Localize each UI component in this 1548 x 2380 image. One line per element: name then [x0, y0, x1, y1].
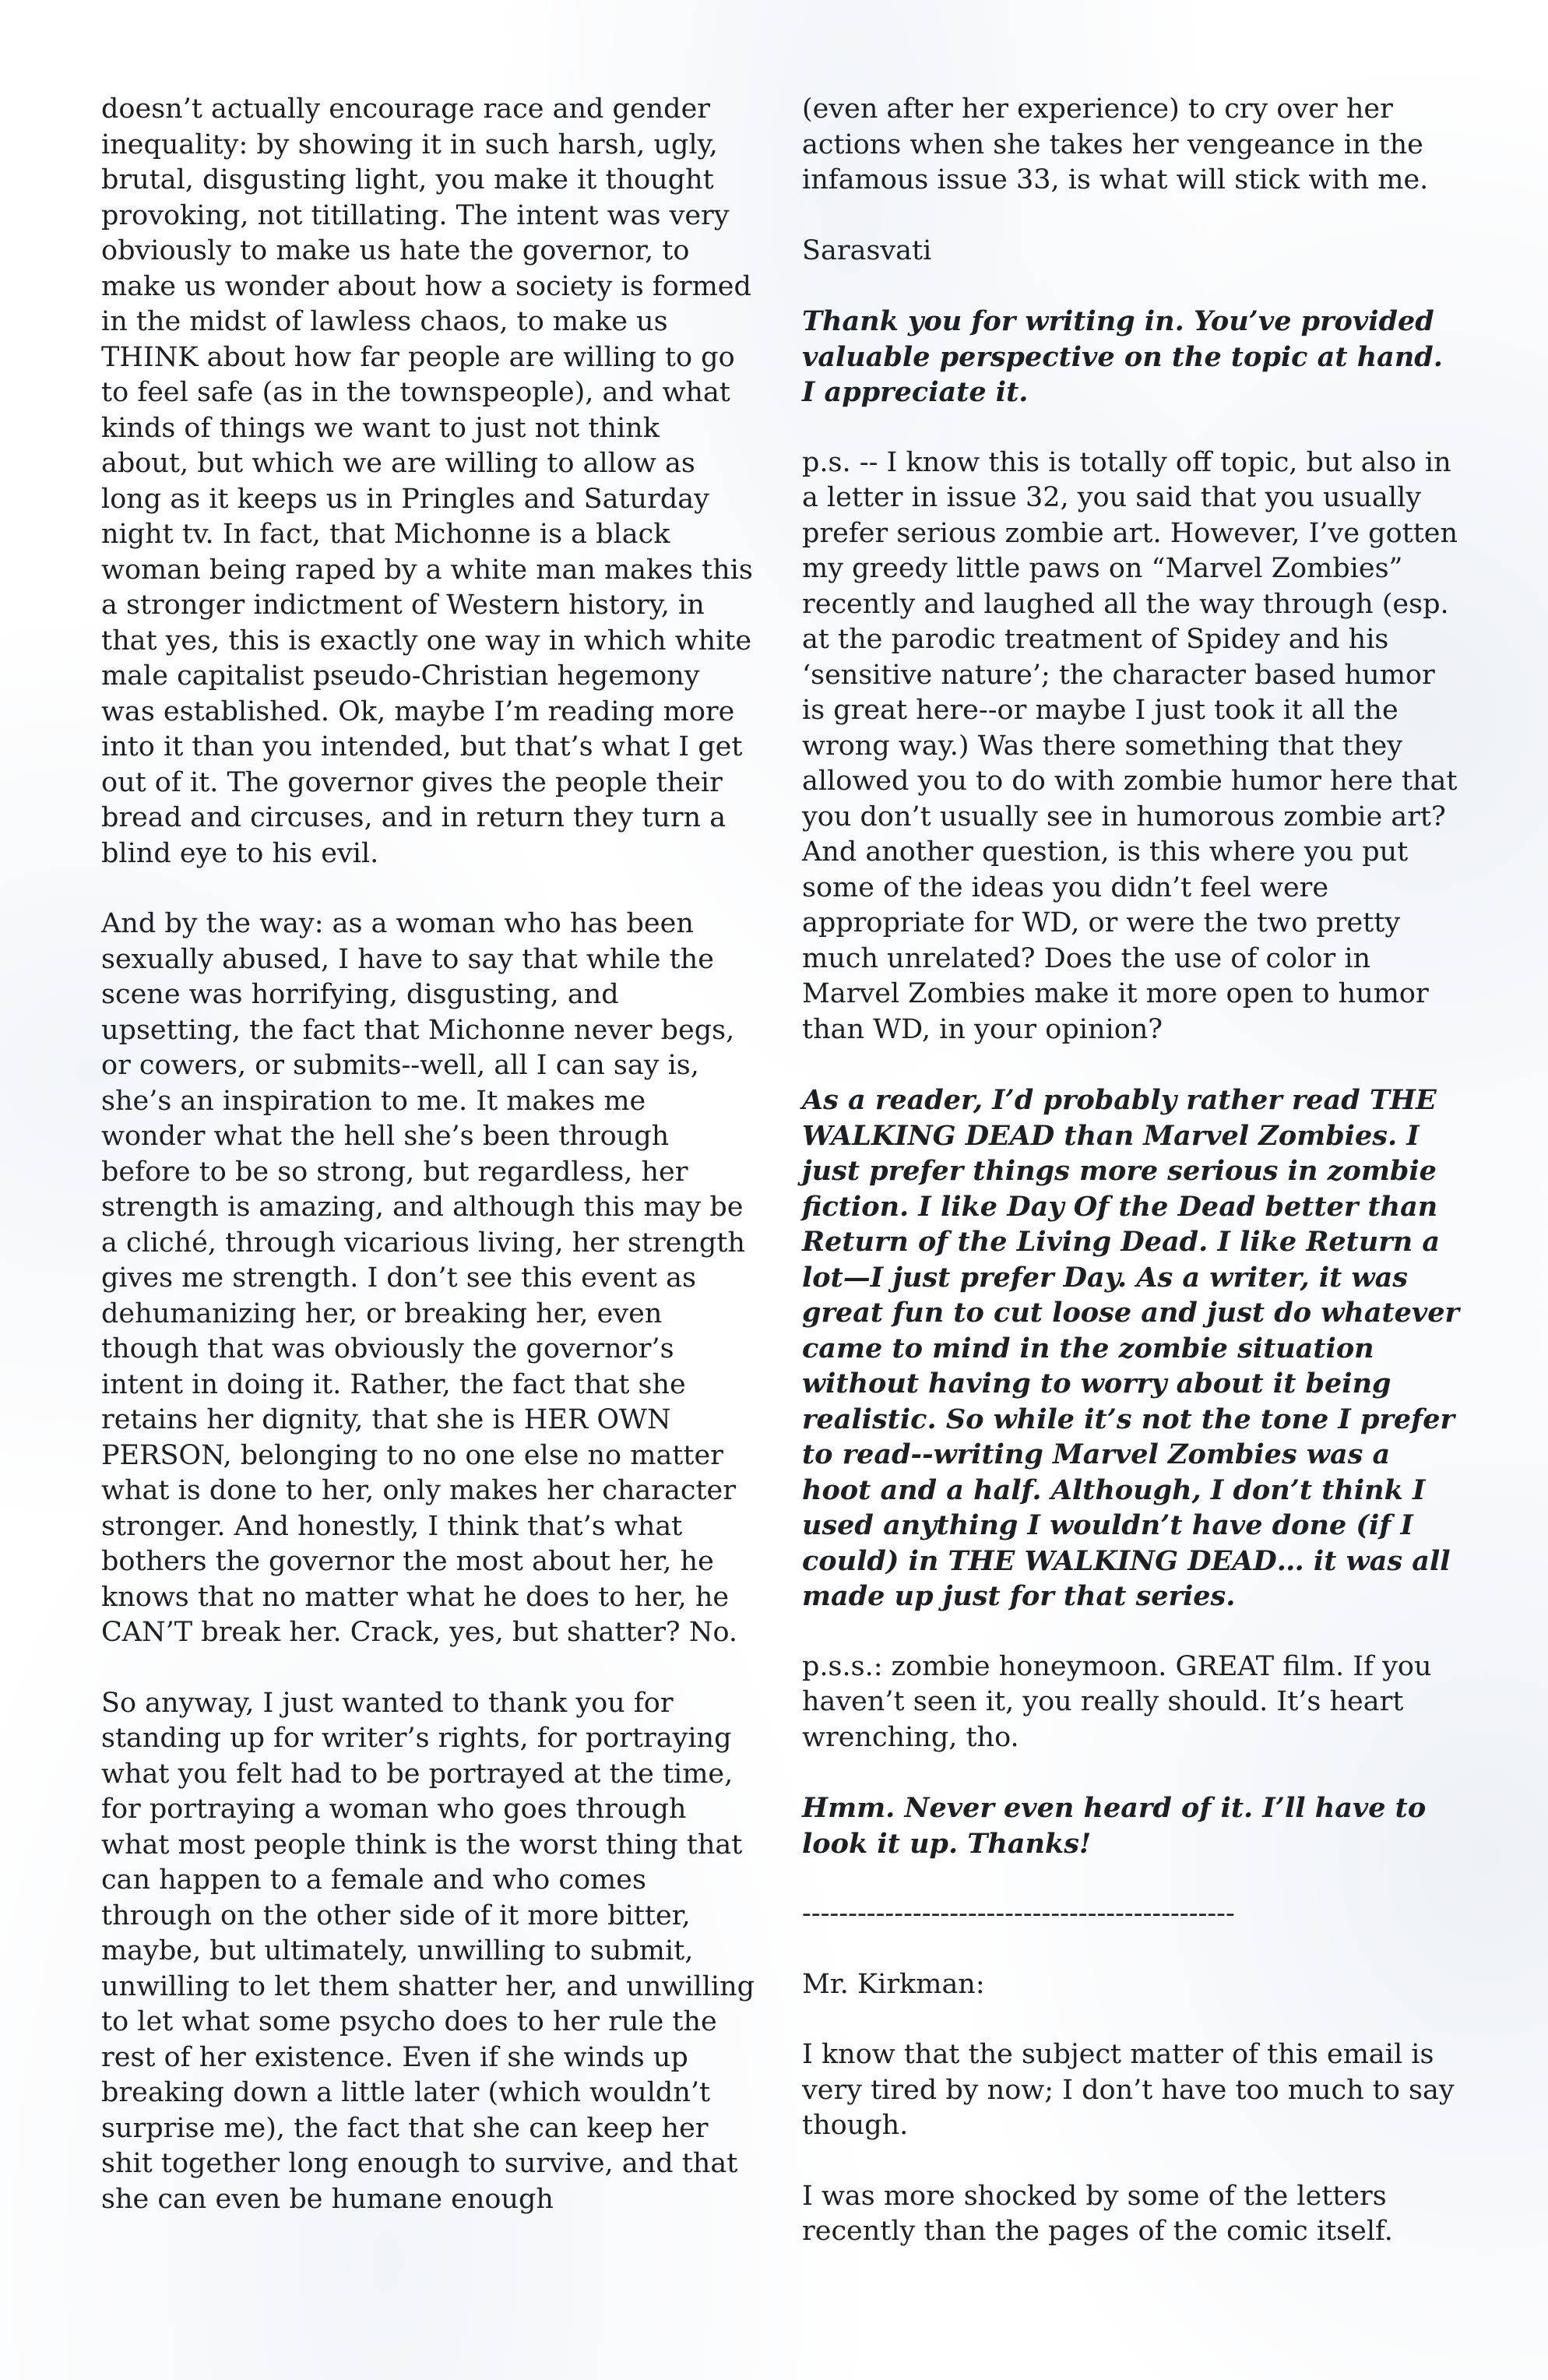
letter-paragraph: doesn’t actually encourage race and gender inequality: by showing it in such harsh, ugly, brutal, disgusting light, you make it thought provoking, not titillating. The intent was very obviously to make us hate the governor, to make us wonder about how a society is formed in the midst of lawless chaos, to make us THINK about how far people are willing to go to feel safe (as in the townspeople), and what kinds of things we want to just not think about, but which we are willing to allow as long as it keeps us in Pringles and Saturday night tv. In fact, that Michonne is a black woman being raped by a white man makes this a stronger indictment of Western history, in that yes, this is exactly one way in which white male capitalist pseudo-Christian hegemony was established. Ok, maybe I’m reading more into it than you intended, but that’s what I get out of it. The governor gives the people their bread and circuses, and in return they turn a blind eye to his evil.: [101, 93, 753, 869]
editor-reply: Thank you for writing in. You’ve provided valuable perspective on the topic at hand. I appreciate it.: [802, 305, 1443, 408]
right-column: [802, 92, 1464, 2285]
letter-signature: Sarasvati: [802, 234, 932, 266]
editor-reply: As a reader, I’d probably rather read THE WALKING DEAD than Marvel Zombies. I just prefer things more serious in zombie fiction. I like Day Of the Dead better than Return of the Living Dead. I like Return a lot—I just prefer Day. As a writer, it was great fun to cut loose and just do whatever came to mind in the zombie situation without having to worry about it being realistic. So while it’s not the tone I prefer to read--writing Marvel Zombies was a hoot and a half. Although, I don’t think I used anything I wouldn’t have done (if I could) in THE WALKING DEAD… it was all made up just for that series.: [802, 1084, 1459, 1612]
letter-paragraph: (even after her experience) to cry over her actions when she takes her vengeance in the infamous issue 33, is what will stick with me.: [802, 93, 1429, 195]
letter-paragraph: And by the way: as a woman who has been sexually abused, I have to say that while the scene was horrifying, disgusting, and upsetting, the fact that Michonne never begs, or cowers, or submits--well, all I can say is, she’s an inspiration to me. It makes me wonder what the hell she’s been through before to be so strong, but regardless, her strength is amazing, and although this may be a cliché, through vicarious living, her strength gives me strength. I don’t see this event as dehumanizing her, or breaking her, even though that was obviously the governor’s intent in doing it. Rather, the fact that she retains her dignity, that she is HER OWN PERSON, belonging to no one else no matter what is done to her, only makes her character stronger. And honestly, I think that’s what bothers the governor the most about her, he knows that no matter what he does to her, he CAN’T break her. Crack, yes, but shatter? No.: [101, 908, 745, 1648]
letter-paragraph: I was more shocked by some of the letters recently than the pages of the comic itself.: [802, 2180, 1393, 2247]
letter-paragraph: I know that the subject matter of this email is very tired by now; I don’t have too much to say though.: [802, 2039, 1455, 2141]
letter-postscript: p.s.s.: zombie honeymoon. GREAT film. If you haven’t seen it, you really should. It’s heart wrenching, tho.: [802, 1650, 1432, 1753]
letter-salutation: Mr. Kirkman:: [802, 1968, 985, 2000]
letter-paragraph: So anyway, I just wanted to thank you for standing up for writer’s rights, for portraying what you felt had to be portrayed at the time, for portraying a woman who goes through what most people think is the worst thing that can happen to a female and who comes through on the other side of it more bitter, maybe, but ultimately, unwilling to submit, unwilling to let them shatter her, and unwilling to let what some psycho does to her rule the rest of her existence. Even if she winds up breaking down a little later (which wouldn’t surprise me), the fact that she can keep her shit together long enough to survive, and that she can even be humane enough: [101, 1687, 755, 2215]
letter-postscript: p.s. -- I know this is totally off topic, but also in a letter in issue 32, you said that you usually prefer serious zombie art. However, I’ve gotten my greedy little paws on “Marvel Zombies” recently and laughed all the way through (esp. at the parodic treatment of Spidey and his ‘sensitive nature’; the character based humor is great here--or maybe I just took it all the wrong way.) Was there something that they allowed you to do with zombie humor here that you don’t usually see in humorous zombie art? And another question, is this where you put some of the ideas you didn’t feel were appropriate for WD, or were the two pretty much unrelated? Does the use of color in Marvel Zombies make it more open to humor than WD, in your opinion?: [802, 446, 1458, 1045]
letter-divider: -----------------------------------------------: [802, 1898, 1235, 1929]
left-column: [101, 92, 755, 2252]
editor-reply: Hmm. Never even heard of it. I’ll have to look it up. Thanks!: [802, 1792, 1427, 1860]
